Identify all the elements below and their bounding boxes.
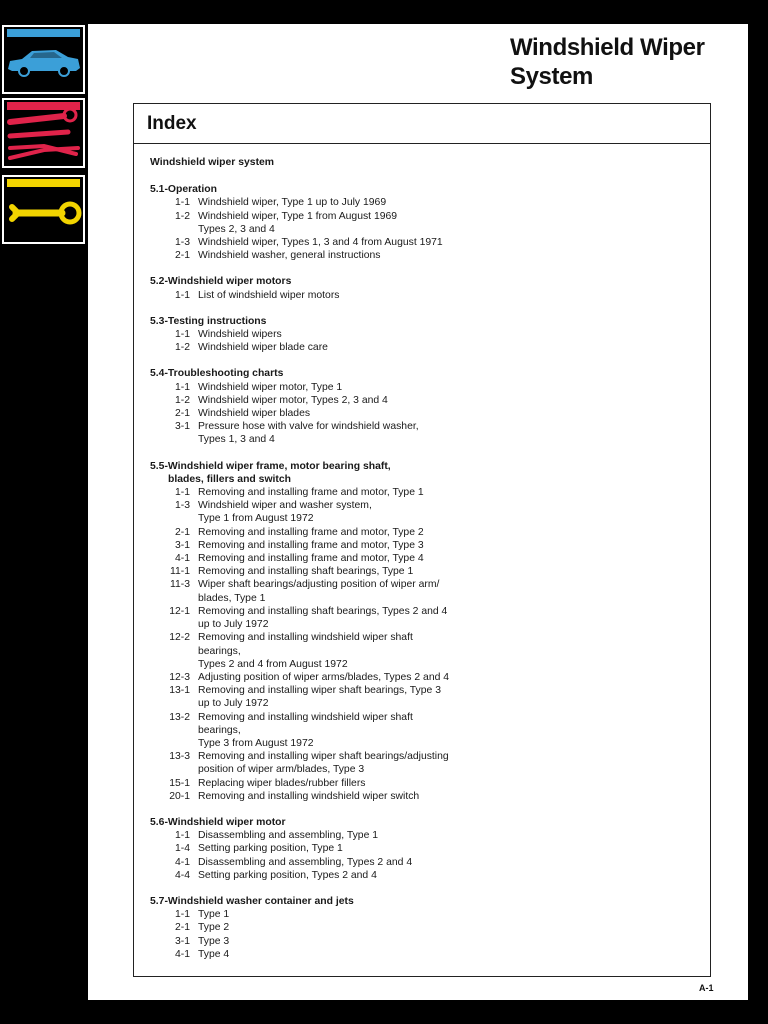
entry-text — [198, 210, 458, 236]
entry-number: 1-1 — [174, 329, 190, 341]
entry-line: Disassembling and assembling, Types 2 and 4 — [198, 856, 413, 868]
entry-number: 2-1 — [174, 408, 190, 420]
tab-header-bar — [7, 102, 80, 110]
entry-line: Removing and installing frame and motor, Type 1 — [198, 487, 424, 499]
entry-line: up to July 1972 — [198, 619, 269, 631]
entry-number: 15-1 — [169, 777, 190, 789]
entry-line: Type 4 — [198, 948, 230, 960]
entry-text — [198, 948, 458, 961]
entry-text — [198, 526, 458, 539]
index-entry[interactable] — [150, 420, 458, 446]
entry-text — [198, 684, 458, 710]
entry-text — [198, 486, 458, 499]
index-entry[interactable] — [150, 499, 458, 525]
section-heading[interactable] — [150, 460, 458, 486]
entry-number: 13-2 — [169, 711, 190, 723]
entry-line: Removing and installing wiper shaft bearings/adjusting — [198, 751, 449, 763]
entry-text — [198, 578, 458, 604]
page-number: A-1 — [699, 983, 714, 993]
index-box — [133, 103, 711, 977]
entry-line: Disassembling and assembling, Type 1 — [198, 830, 379, 842]
index-entry[interactable] — [150, 552, 458, 565]
index-entry[interactable] — [150, 908, 458, 921]
entry-text — [198, 829, 458, 842]
entry-line: Types 2, 3 and 4 — [198, 223, 275, 235]
index-entry[interactable] — [150, 948, 458, 961]
section-heading[interactable] — [150, 367, 458, 380]
entry-number: 4-1 — [174, 856, 190, 868]
entry-number: 13-1 — [169, 685, 190, 697]
index-entry[interactable] — [150, 539, 458, 552]
entry-number: 1-2 — [174, 394, 190, 406]
entry-line: Removing and installing wiper shaft bearings, Type 3 — [198, 685, 441, 697]
index-entry[interactable] — [150, 196, 458, 209]
entry-text — [198, 499, 458, 525]
entry-text — [198, 249, 458, 262]
index-entry[interactable] — [150, 394, 458, 407]
section-heading-text: 5.2-Windshield wiper motors — [150, 276, 292, 288]
entry-number: 11-1 — [169, 566, 190, 578]
entry-number: 4-4 — [174, 869, 190, 881]
entry-number: 3-1 — [174, 539, 190, 551]
entry-line: Types 2 and 4 from August 1972 — [198, 658, 348, 670]
index-entry[interactable] — [150, 210, 458, 236]
index-section — [150, 275, 458, 301]
entry-line: Removing and installing shaft bearings, Types 2 and 4 — [198, 605, 448, 617]
entry-line: Type 1 from August 1972 — [198, 513, 314, 525]
entry-number: 13-3 — [169, 751, 190, 763]
entry-text — [198, 631, 458, 671]
entry-line: Setting parking position, Type 1 — [198, 843, 343, 855]
index-entry[interactable] — [150, 777, 458, 790]
entry-line: Type 1 — [198, 909, 230, 921]
entry-text — [198, 908, 458, 921]
section-heading-text: 5.5-Windshield wiper frame, motor bearing shaft, — [150, 460, 391, 472]
entry-number: 2-1 — [174, 250, 190, 262]
index-entry[interactable] — [150, 381, 458, 394]
entry-line: Windshield wiper, Type 1 up to July 1969 — [198, 197, 387, 209]
entry-text — [198, 394, 458, 407]
section-heading[interactable] — [150, 315, 458, 328]
entry-text — [198, 341, 458, 354]
title-line: Windshield Wiper — [510, 34, 705, 61]
index-entry[interactable] — [150, 605, 458, 631]
section-heading-text: 5.7-Windshield washer container and jets — [150, 895, 354, 907]
entry-number: 11-3 — [169, 579, 190, 591]
section-heading-text: 5.1-Operation — [150, 184, 217, 196]
entry-line: Wiper shaft bearings/adjusting position of wiper arm/ — [198, 579, 440, 591]
entry-number: 3-1 — [174, 421, 190, 433]
index-entry[interactable] — [150, 790, 458, 803]
entry-line: Windshield wipers — [198, 329, 282, 341]
section-tab-tools[interactable] — [2, 98, 85, 168]
entry-number: 12-3 — [169, 671, 190, 683]
section-heading-text: blades, fillers and switch — [168, 473, 291, 485]
entry-text — [198, 842, 458, 855]
entry-text — [198, 921, 458, 934]
entry-line: Types 1, 3 and 4 — [198, 434, 275, 446]
index-entry[interactable] — [150, 328, 458, 341]
entry-text — [198, 420, 458, 446]
entry-text — [198, 196, 458, 209]
entry-number: 4-1 — [174, 553, 190, 565]
index-section — [150, 367, 458, 446]
entry-text — [198, 381, 458, 394]
tools-icon — [4, 110, 83, 166]
car-icon — [4, 37, 83, 87]
index-entry[interactable] — [150, 750, 458, 776]
entry-line: Type 3 from August 1972 — [198, 737, 314, 749]
entry-line: blades, Type 1 — [198, 592, 266, 604]
section-heading[interactable] — [150, 895, 458, 908]
entry-text — [198, 856, 458, 869]
entry-number: 2-1 — [174, 922, 190, 934]
index-entry[interactable] — [150, 671, 458, 684]
index-entry[interactable] — [150, 711, 458, 751]
index-entry[interactable] — [150, 407, 458, 420]
page-title — [510, 33, 705, 91]
entry-line: Removing and installing shaft bearings, Type 1 — [198, 566, 414, 578]
entry-number: 1-1 — [174, 909, 190, 921]
section-heading[interactable] — [150, 275, 458, 288]
index-entry[interactable] — [150, 236, 458, 249]
entry-line: Windshield wiper motor, Type 1 — [198, 381, 343, 393]
entry-number: 1-3 — [174, 237, 190, 249]
section-heading[interactable] — [150, 183, 458, 196]
index-heading: Index — [134, 104, 710, 144]
entry-line: Removing and installing frame and motor, Type 2 — [198, 526, 424, 538]
index-entry[interactable] — [150, 856, 458, 869]
index-section — [150, 460, 458, 803]
entry-number: 1-2 — [174, 210, 190, 222]
entry-text — [198, 711, 458, 751]
entry-line: Pressure hose with valve for windshield washer, — [198, 421, 419, 433]
index-entry[interactable] — [150, 578, 458, 604]
entry-line: position of wiper arm/blades, Type 3 — [198, 764, 365, 776]
entry-line: Windshield wiper blades — [198, 408, 311, 420]
entry-line: Removing and installing windshield wiper switch — [198, 790, 420, 802]
index-entry[interactable] — [150, 565, 458, 578]
entry-number: 1-1 — [174, 289, 190, 301]
entry-number: 20-1 — [169, 790, 190, 802]
entry-line: Windshield wiper blade care — [198, 342, 328, 354]
section-heading-text: 5.3-Testing instructions — [150, 315, 267, 327]
entry-number: 1-1 — [174, 487, 190, 499]
index-entry[interactable] — [150, 921, 458, 934]
entry-number: 12-2 — [169, 632, 190, 644]
entry-line: Type 2 — [198, 922, 230, 934]
document-subtitle: Windshield wiper system — [150, 157, 275, 168]
entry-line: Windshield wiper, Type 1 from August 1969 — [198, 210, 398, 222]
entry-line: Removing and installing windshield wiper shaft bearings, — [198, 632, 413, 657]
entry-text — [198, 289, 458, 302]
entry-number: 2-1 — [174, 526, 190, 538]
entry-number: 1-3 — [174, 500, 190, 512]
entry-text — [198, 935, 458, 948]
index-entry[interactable] — [150, 526, 458, 539]
index-entry[interactable] — [150, 829, 458, 842]
section-heading[interactable] — [150, 816, 458, 829]
entry-text — [198, 236, 458, 249]
entry-line: Windshield washer, general instructions — [198, 250, 381, 262]
entry-line: Windshield wiper motor, Types 2, 3 and 4 — [198, 394, 388, 406]
entry-text — [198, 605, 458, 631]
index-entry[interactable] — [150, 486, 458, 499]
tab-header-bar — [7, 179, 80, 187]
entry-number: 1-2 — [174, 342, 190, 354]
entry-line: Removing and installing frame and motor, Type 3 — [198, 539, 424, 551]
entry-line: Removing and installing windshield wiper shaft bearings, — [198, 711, 413, 736]
entry-text — [198, 407, 458, 420]
entry-line: Replacing wiper blades/rubber fillers — [198, 777, 366, 789]
entry-line: Windshield wiper, Types 1, 3 and 4 from August 1971 — [198, 237, 443, 249]
section-heading-text: 5.4-Troubleshooting charts — [150, 368, 284, 380]
index-section — [150, 816, 458, 882]
entry-text — [198, 552, 458, 565]
index-section — [150, 183, 458, 262]
section-tab-body[interactable] — [2, 25, 85, 94]
tab-header-bar — [7, 29, 80, 37]
index-section — [150, 895, 458, 961]
entry-text — [198, 777, 458, 790]
entry-text — [198, 539, 458, 552]
index-entry[interactable] — [150, 341, 458, 354]
entry-line: Setting parking position, Types 2 and 4 — [198, 869, 377, 881]
index-entry[interactable] — [150, 935, 458, 948]
title-line: System — [510, 63, 593, 90]
index-section — [150, 315, 458, 355]
entry-text — [198, 750, 458, 776]
entry-number: 12-1 — [169, 605, 190, 617]
index-entry[interactable] — [150, 249, 458, 262]
index-content — [150, 156, 458, 974]
section-tab-wrench[interactable] — [2, 175, 85, 244]
entry-number: 1-1 — [174, 197, 190, 209]
entry-text — [198, 565, 458, 578]
entry-line: Windshield wiper and washer system, — [198, 500, 372, 512]
entry-number: 3-1 — [174, 935, 190, 947]
index-entry[interactable] — [150, 842, 458, 855]
entry-line: Adjusting position of wiper arms/blades, Types 2 and 4 — [198, 671, 450, 683]
entry-text — [198, 790, 458, 803]
index-entry[interactable] — [150, 289, 458, 302]
index-entry[interactable] — [150, 684, 458, 710]
section-heading-text: 5.6-Windshield wiper motor — [150, 816, 286, 828]
entry-number: 1-1 — [174, 830, 190, 842]
entry-line: Removing and installing frame and motor, Type 4 — [198, 553, 424, 565]
index-entry[interactable] — [150, 631, 458, 671]
entry-number: 4-1 — [174, 948, 190, 960]
entry-line: up to July 1972 — [198, 698, 269, 710]
entry-line: Type 3 — [198, 935, 230, 947]
index-entry[interactable] — [150, 869, 458, 882]
entry-line: List of windshield wiper motors — [198, 289, 340, 301]
entry-number: 1-4 — [174, 843, 190, 855]
entry-number: 1-1 — [174, 381, 190, 393]
entry-text — [198, 671, 458, 684]
wrench-icon — [4, 187, 83, 239]
entry-text — [198, 869, 458, 882]
entry-text — [198, 328, 458, 341]
